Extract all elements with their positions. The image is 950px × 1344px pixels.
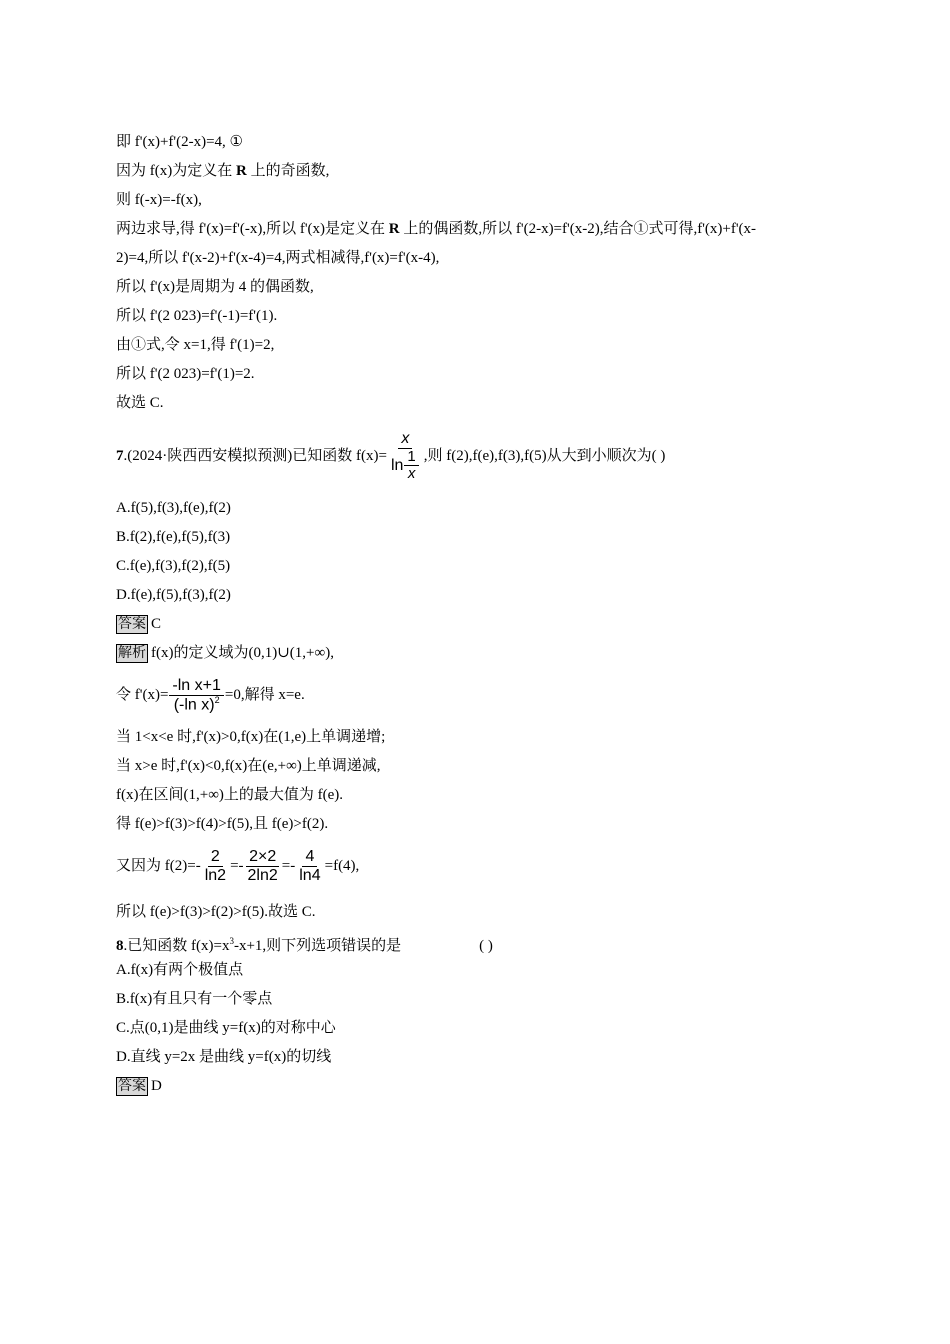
option-d: D.直线 y=2x 是曲线 y=f(x)的切线 <box>116 1049 332 1065</box>
option-a: A.f(5),f(3),f(e),f(2) <box>116 500 231 516</box>
option-b: B.f(x)有且只有一个零点 <box>116 991 273 1007</box>
answer-value: D <box>151 1078 162 1094</box>
analysis-line: 得 f(e)>f(3)>f(4)>f(5),且 f(e)>f(2). <box>116 816 329 832</box>
option-c: C.点(0,1)是曲线 y=f(x)的对称中心 <box>116 1020 336 1036</box>
solution-line: 所以 f'(2 023)=f'(-1)=f'(1). <box>116 308 278 324</box>
question-8-stem: 8.已知函数 $f(x)=x^3-x+1$,则下列选项错误的是 ( ) <box>116 936 493 954</box>
answer-tag: 答案 <box>118 616 146 633</box>
answer-value: C <box>151 616 162 632</box>
solution-line: 所以 f'(x)是周期为 4 的偶函数, <box>116 279 314 295</box>
solution-line: 所以 f'(2 023)=f'(1)=2. <box>116 366 255 382</box>
option-b: B.f(2),f(e),f(5),f(3) <box>116 529 231 545</box>
fraction: x ln $\frac{1}{x}$ <box>388 430 423 483</box>
solution-line: 因为 f(x)为定义在 R 上的奇函数, <box>116 163 330 179</box>
fraction: $\frac{4}{\ln 4}$ <box>299 848 321 885</box>
solution-line: 则 f(-x)=-f(x), <box>116 192 202 208</box>
option-a: A.f(x)有两个极值点 <box>116 962 244 978</box>
analysis-line: 当 1<x<e 时,f'(x)>0,f(x)在(1,e)上单调递增; <box>116 729 386 745</box>
question-number: 8 <box>116 938 124 954</box>
analysis-tag: 解析 <box>118 645 146 662</box>
analysis-line: 所以 f(e)>f(3)>f(2)>f(5).故选 C. <box>116 904 316 920</box>
fraction: $\frac{2\times 2}{2\ln 2}$ <box>247 848 278 885</box>
answer-tag: 答案 <box>118 1078 146 1095</box>
analysis-line: f(x)在区间(1,+∞)上的最大值为 f(e). <box>116 787 344 803</box>
option-c: C.f(e),f(3),f(2),f(5) <box>116 558 231 574</box>
fraction: $\frac{\text{-ln x+1}}{(-\ln x)^2}$ <box>169 677 223 714</box>
analysis-line: 又因为 f(2)=- $\frac{2}{\ln 2}$ =- $\frac{2\times 2}{2\ln 2}$ =- $\frac{4}{\ln 4}$ =f(4), <box>116 848 360 885</box>
solution-line: 两边求导,得 f'(x)=f'(-x),所以 f'(x)是定义在 R 上的偶函数,所以 f'(2-x)=f'(x-2),结合①式可得,f'(x)+f'(x- <box>116 221 757 237</box>
question-number: 7 <box>116 448 124 464</box>
solution-line: 故选 C. <box>116 395 164 411</box>
fraction: $\frac{2}{\ln 2}$ <box>204 848 227 885</box>
solution-line: 即 f'(x)+f'(2-x)=4, ① <box>116 134 243 150</box>
analysis-line: 当 x>e 时,f'(x)<0,f(x)在(e,+∞)上单调递减, <box>116 758 381 774</box>
answer-line <box>116 1072 836 1101</box>
document-page <box>116 128 836 1101</box>
solution-line: 由①式,令 x=1,得 f'(1)=2, <box>116 337 275 353</box>
option-d: D.f(e),f(5),f(3),f(2) <box>116 587 231 603</box>
analysis-line: 令 f'(x)= $\frac{\text{-ln x+1}}{(-\ln x)^2}$ =0,解得 x=e. <box>116 677 305 714</box>
analysis-line: 解析 f(x)的定义域为(0,1)∪(1,+∞), <box>118 645 334 662</box>
question-7-stem: 7.(2024·陕西西安模拟预测)已知函数 f(x)= x ln $\frac{1}{x}$ ,则 f(2),f(e),f(3),f(5)从大到小顺次为( ) <box>116 430 666 483</box>
solution-line: 2)=4,所以 f'(x-2)+f'(x-4)=4,两式相减得,f'(x)=f'(x-4), <box>116 250 440 266</box>
answer-line <box>116 610 836 639</box>
